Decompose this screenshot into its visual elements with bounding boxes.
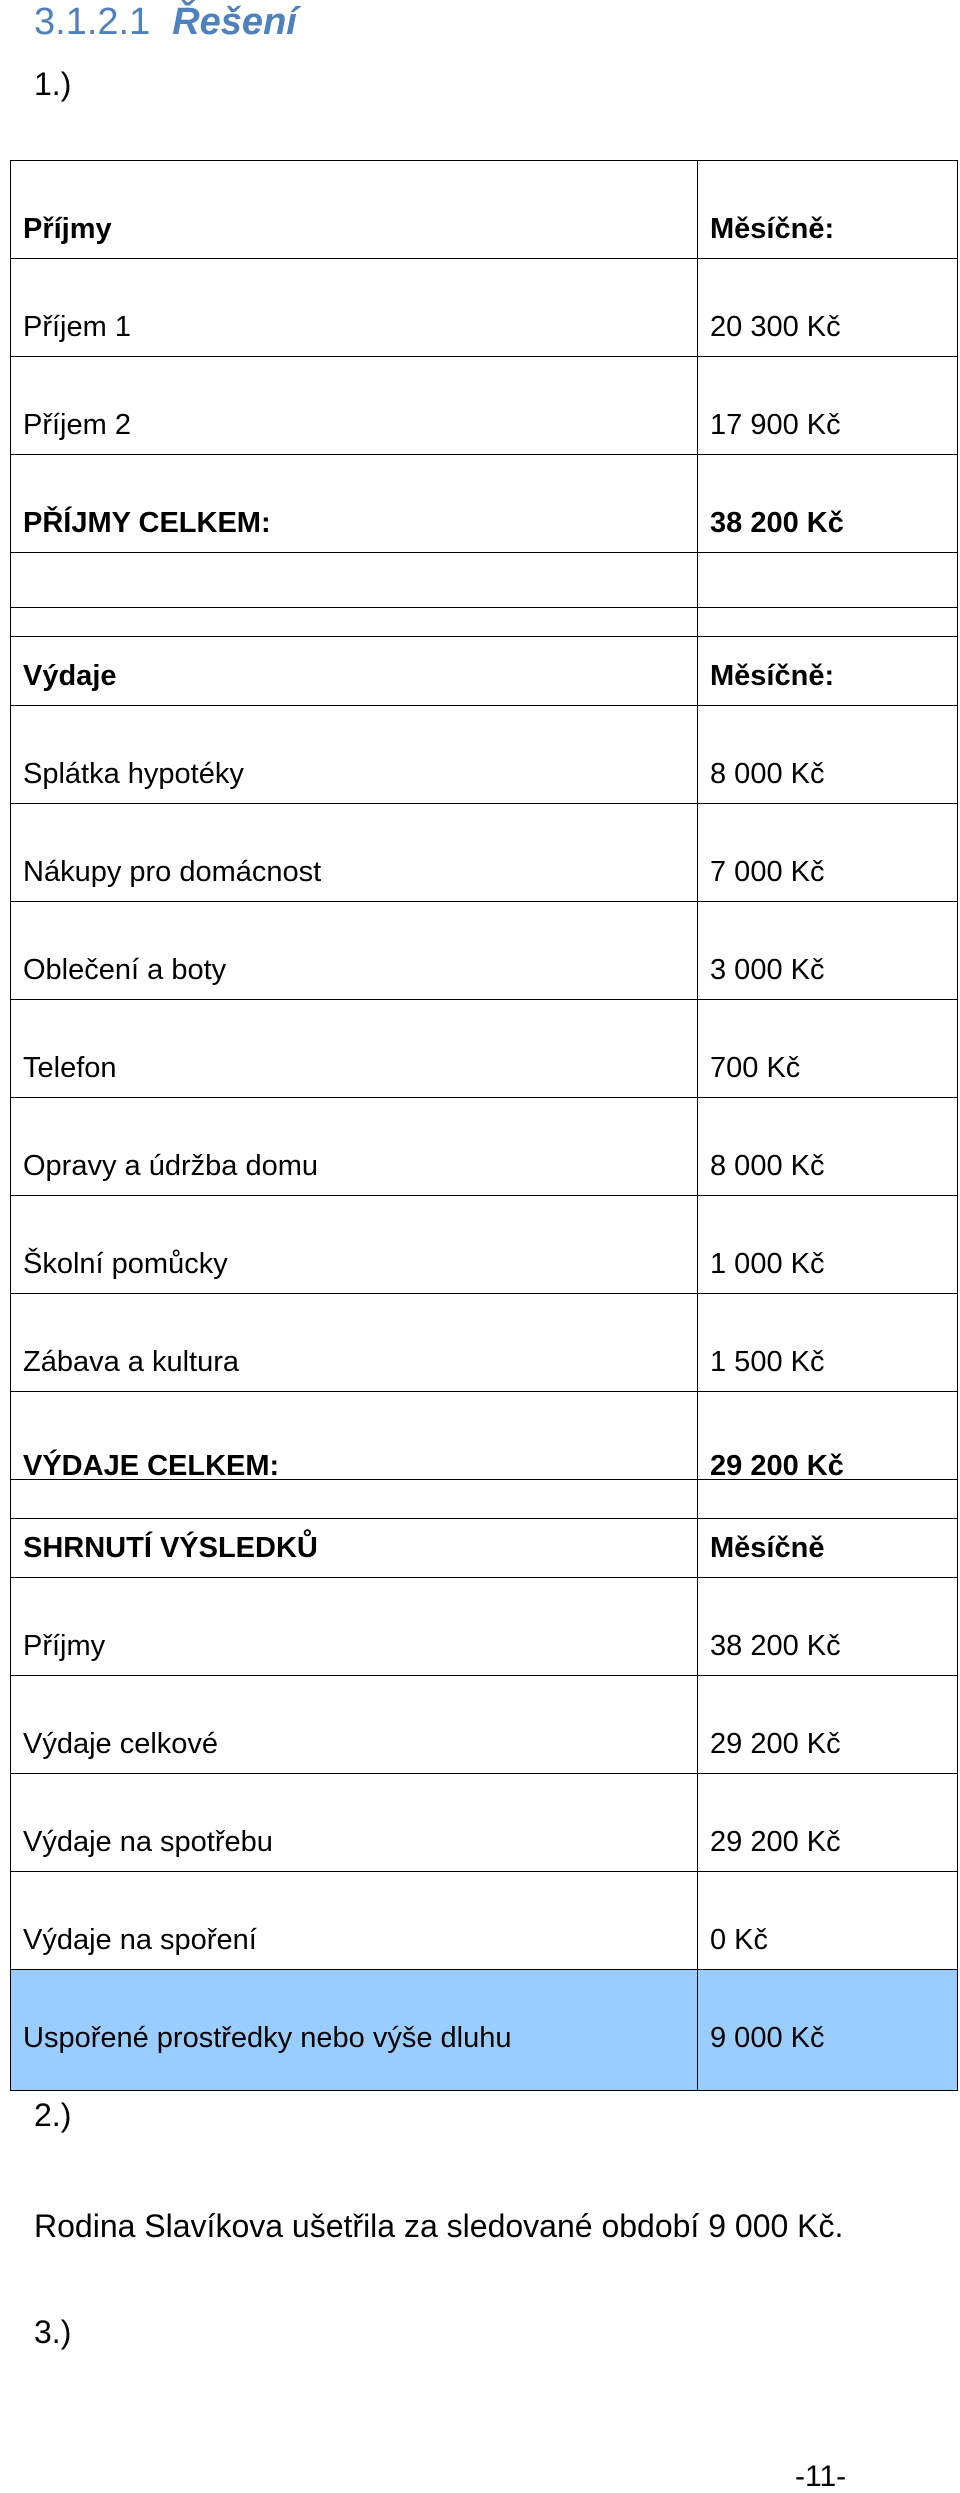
summary-highlight-value: 9 000 Kč xyxy=(698,1970,958,2091)
table-row xyxy=(11,1578,958,1676)
expense-row-label: Splátka hypotéky xyxy=(11,706,698,804)
summary-row-label: Výdaje na spoření xyxy=(11,1872,698,1970)
summary-row-label: Výdaje celkové xyxy=(11,1676,698,1774)
income-total-row xyxy=(11,455,958,553)
expense-row-value: 7 000 Kč xyxy=(698,804,958,902)
expenses-total-label: VÝDAJE CELKEM: xyxy=(11,1392,698,1519)
expenses-total-value: 29 200 Kč xyxy=(698,1392,958,1519)
table-header-row xyxy=(11,161,958,259)
table-header-row xyxy=(11,1480,958,1578)
income-row-label: Příjem 1 xyxy=(11,259,698,357)
summary-row-label: Výdaje na spotřebu xyxy=(11,1774,698,1872)
table-row xyxy=(11,1774,958,1872)
income-row-label: Příjem 2 xyxy=(11,357,698,455)
expense-row-label: Telefon xyxy=(11,1000,698,1098)
table-header-row xyxy=(11,608,958,706)
income-total-value: 38 200 Kč xyxy=(698,455,958,553)
table-row xyxy=(11,1000,958,1098)
summary-row-value: 29 200 Kč xyxy=(698,1676,958,1774)
expense-row-label: Nákupy pro domácnost xyxy=(11,804,698,902)
expense-row-label: Opravy a údržba domu xyxy=(11,1098,698,1196)
expense-row-value: 8 000 Kč xyxy=(698,706,958,804)
expense-row-label: Oblečení a boty xyxy=(11,902,698,1000)
expense-row-value: 3 000 Kč xyxy=(698,902,958,1000)
expense-row-value: 1 500 Kč xyxy=(698,1294,958,1392)
income-row-value: 17 900 Kč xyxy=(698,357,958,455)
table-row xyxy=(11,357,958,455)
table-row xyxy=(11,1196,958,1294)
summary-header-label: SHRNUTÍ VÝSLEDKŮ xyxy=(11,1480,698,1578)
section-number: 3.1.2.1 xyxy=(34,1,151,43)
table-row xyxy=(11,1676,958,1774)
question-2-answer: Rodina Slavíkova ušetřila za sledované období 9 000 Kč. xyxy=(34,2208,844,2244)
expenses-table xyxy=(10,607,958,1519)
income-header-period: Měsíčně: xyxy=(698,161,958,259)
summary-header-period: Měsíčně xyxy=(698,1480,958,1578)
question-1-label: 1.) xyxy=(34,66,72,102)
table-row xyxy=(11,1098,958,1196)
table-row xyxy=(11,1294,958,1392)
expense-row-label: Školní pomůcky xyxy=(11,1196,698,1294)
income-header-label: Příjmy xyxy=(11,161,698,259)
income-total-label: PŘÍJMY CELKEM: xyxy=(11,455,698,553)
page-number: -11- xyxy=(795,2460,847,2493)
summary-row-value: 29 200 Kč xyxy=(698,1774,958,1872)
summary-row-value: 0 Kč xyxy=(698,1872,958,1970)
expenses-header-period: Měsíčně: xyxy=(698,608,958,706)
summary-highlight-row xyxy=(11,1970,958,2091)
question-2-label: 2.) xyxy=(34,2097,72,2133)
table-row xyxy=(11,706,958,804)
summary-row-label: Příjmy xyxy=(11,1578,698,1676)
table-row xyxy=(11,804,958,902)
income-row-value: 20 300 Kč xyxy=(698,259,958,357)
table-row xyxy=(11,259,958,357)
expenses-header-label: Výdaje xyxy=(11,608,698,706)
expense-row-value: 700 Kč xyxy=(698,1000,958,1098)
expense-row-label: Zábava a kultura xyxy=(11,1294,698,1392)
summary-highlight-label: Uspořené prostředky nebo výše dluhu xyxy=(11,1970,698,2091)
income-table xyxy=(10,160,958,637)
expense-row-value: 1 000 Kč xyxy=(698,1196,958,1294)
question-3-label: 3.) xyxy=(34,2314,72,2350)
summary-table xyxy=(10,1479,958,2091)
table-row xyxy=(11,902,958,1000)
table-row xyxy=(11,1872,958,1970)
expense-row-value: 8 000 Kč xyxy=(698,1098,958,1196)
summary-row-value: 38 200 Kč xyxy=(698,1578,958,1676)
section-title: Řešení xyxy=(172,1,297,43)
section-heading xyxy=(34,0,297,44)
